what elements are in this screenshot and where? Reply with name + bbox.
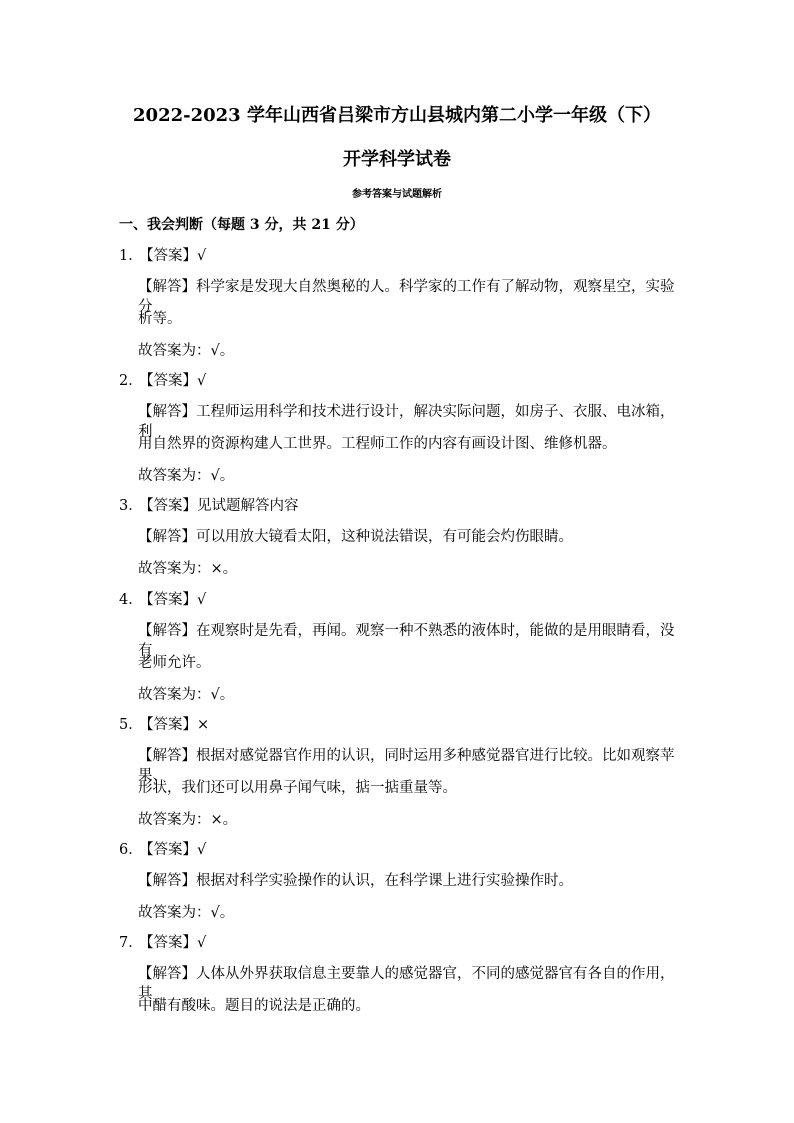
explanation-line [138,527,678,547]
conclusion-line: 故答案为：×。 [138,812,238,828]
answer-tag: 【答案】 [139,842,197,858]
document-subtitle: 参考答案与试题解析 [352,189,442,200]
explain-tag: 【解答】 [138,966,196,982]
document-title-line-1: 2022-2023 学年山西省吕梁市方山县城内第二小学一年级（下） [133,105,661,126]
question-number: 2． [119,373,143,389]
explanation-line [138,871,678,891]
answer-tag: 【答案】 [139,248,197,264]
explanation-line-2: 中醋有酸味。题目的说法是正确的。 [138,998,370,1014]
explanation-line-2: 析等。 [138,311,182,327]
answer-value: √ [197,842,207,858]
answer-tag: 【答案】 [139,373,197,389]
answer-line [119,590,206,610]
answer-line [119,840,206,860]
explanation-text: 科学家是发现大自然奥秘的人。科学家的工作有了解动物，观察星空，实验分 [138,279,675,315]
conclusion-line: 故答案为：×。 [138,561,238,577]
explanation-text: 根据对感觉器官作用的认识，同时运用多种感觉器官进行比较。比如观察苹果、 [138,748,675,784]
explanation-line-2: 老师允许。 [138,655,211,671]
answer-value: √ [197,373,207,389]
question-number: 7． [119,935,143,951]
section-heading: 一、我会判断（每题 3 分，共 21 分） [119,217,364,233]
answer-line [119,246,206,266]
answer-line [119,933,206,953]
answer-line [119,496,299,516]
question-number: 1． [119,248,143,264]
explanation-text: 可以用放大镜看太阳，这种说法错误，有可能会灼伤眼睛。 [196,529,573,545]
conclusion-line: 故答案为：√。 [138,905,235,921]
answer-value: 见试题解答内容 [197,498,299,514]
explanation-line-2: 用自然界的资源构建人工世界。工程师工作的内容有画设计图、维修机器。 [138,436,617,452]
conclusion-line: 故答案为：√。 [138,687,235,703]
explanation-text: 根据对科学实验操作的认识，在科学课上进行实验操作时。 [196,873,573,889]
explanation-line-2: 形状，我们还可以用鼻子闻气味，掂一掂重量等。 [138,780,457,796]
explain-tag: 【解答】 [138,748,196,764]
explain-tag: 【解答】 [138,404,196,420]
answer-value: √ [197,248,207,264]
question-number: 3． [119,498,143,514]
explain-tag: 【解答】 [138,873,196,889]
explanation-text: 人体从外界获取信息主要靠人的感觉器官，不同的感觉器官有各自的作用，其 [138,966,675,1002]
answer-line [119,371,206,391]
answer-line [119,715,209,735]
explain-tag: 【解答】 [138,529,196,545]
conclusion-line: 故答案为：√。 [138,343,235,359]
question-number: 5． [119,717,143,733]
answer-value: √ [197,592,207,608]
answer-tag: 【答案】 [139,592,197,608]
answer-tag: 【答案】 [139,935,197,951]
explanation-text: 在观察时是先看，再闻。观察一种不熟悉的液体时，能做的是用眼睛看，没有 [138,623,675,659]
explanation-text: 工程师运用科学和技术进行设计，解决实际问题，如房子、衣服、电冰箱，利 [138,404,675,440]
answer-value: × [197,717,210,733]
question-number: 4． [119,592,143,608]
explain-tag: 【解答】 [138,279,196,295]
explain-tag: 【解答】 [138,623,196,639]
answer-tag: 【答案】 [139,498,197,514]
answer-tag: 【答案】 [139,717,197,733]
question-number: 6． [119,842,143,858]
answer-value: √ [197,935,207,951]
conclusion-line: 故答案为：√。 [138,468,235,484]
document-title-line-2: 开学科学试卷 [343,149,451,170]
